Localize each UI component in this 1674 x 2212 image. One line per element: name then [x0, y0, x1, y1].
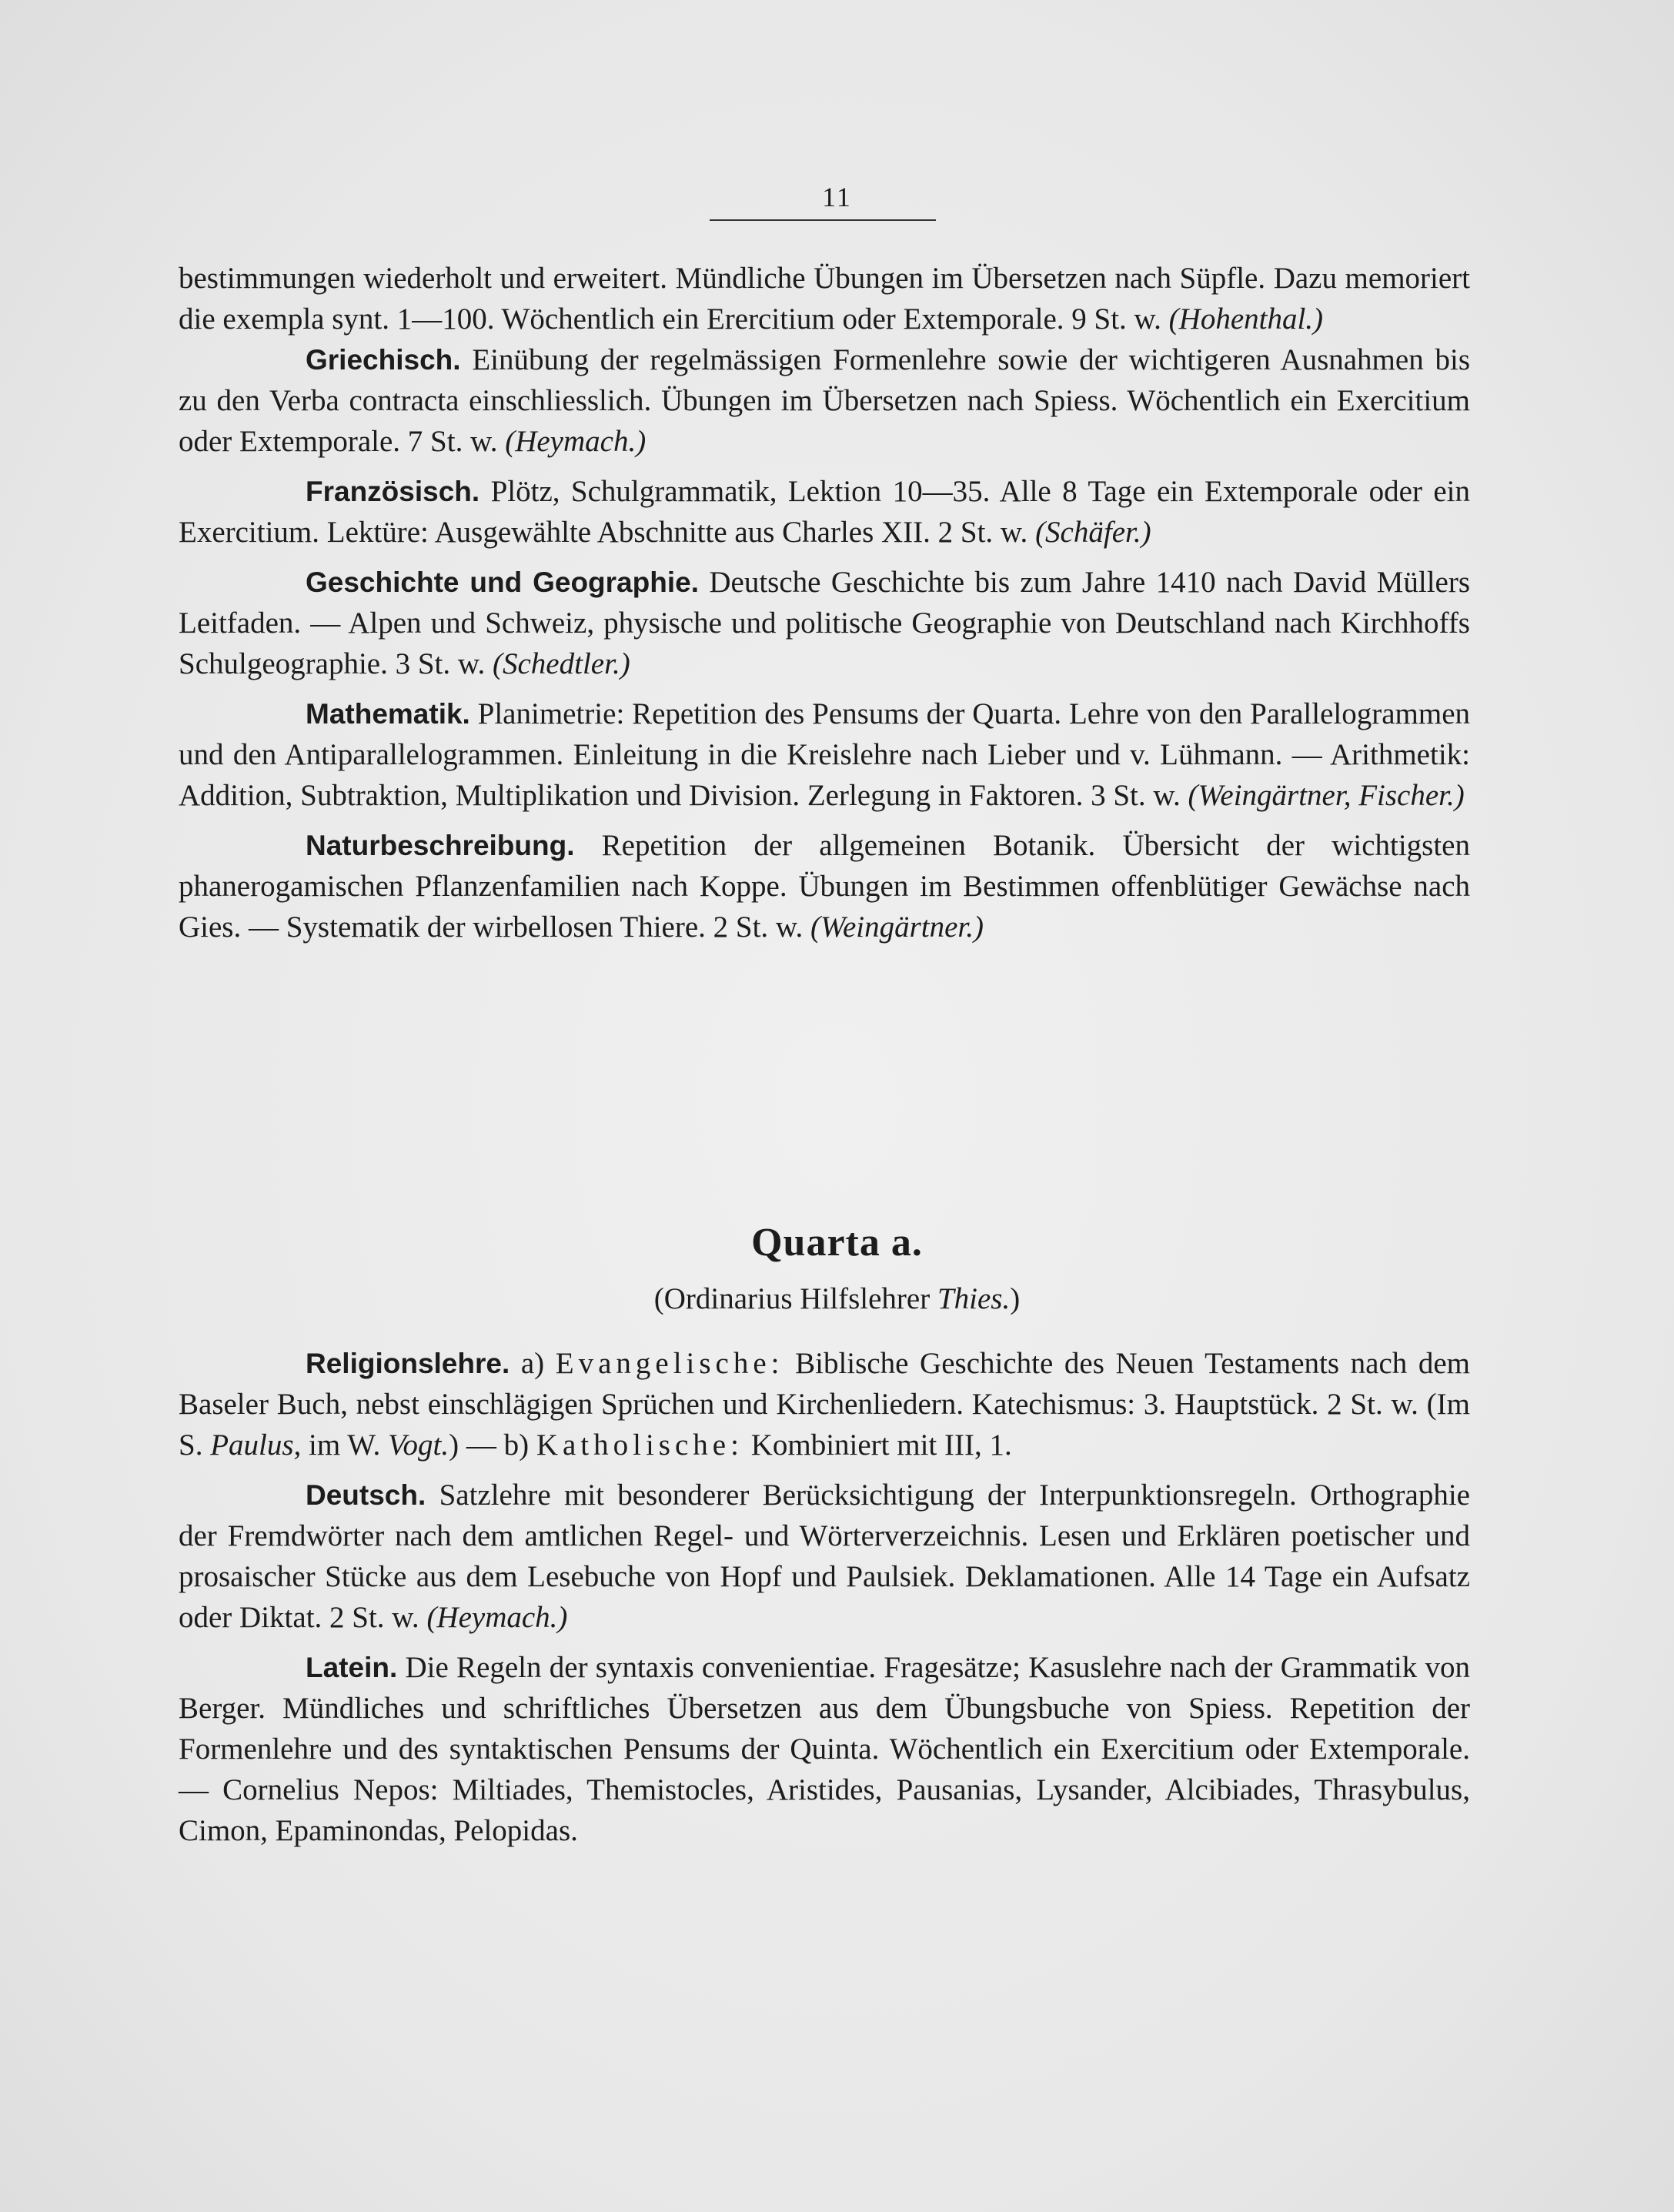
- teacher-weingaertner-fischer: (Weingärtner, Fischer.): [1188, 779, 1465, 812]
- subject-geschichte: Geschichte und Geographie.: [306, 566, 699, 598]
- page-number: 11: [822, 182, 852, 212]
- subject-latein: Latein.: [306, 1652, 398, 1683]
- religion-im-w: im W.: [309, 1428, 381, 1462]
- paragraph-naturbeschreibung: [179, 825, 1470, 947]
- paragraph-griechisch: [179, 339, 1470, 462]
- lower-text-block: [179, 1343, 1470, 1851]
- paragraph-geschichte: [179, 562, 1470, 684]
- subheading-prefix: (Ordinarius Hilfslehrer: [653, 1282, 931, 1315]
- naturbeschreibung-text: Repetition der allgemeinen Botanik. Übersicht der wichtigsten phanerogamischen Pflanzenfamilien nach Koppe. Übungen im Bestimmen offenblütiger Gewächse nach Gies. — Systematik der wirbellosen Thiere. 2 St. w.: [179, 829, 1470, 944]
- subject-griechisch: Griechisch.: [306, 344, 461, 376]
- section-heading: Quarta a.: [751, 1221, 923, 1265]
- subject-franzoesisch: Französisch.: [306, 476, 480, 507]
- paragraph-franzoesisch: [179, 471, 1470, 553]
- section-subheading: [0, 1281, 1674, 1316]
- religion-katholisch: Katholische:: [536, 1428, 743, 1462]
- griechisch-text: Einübung der regelmässigen Formenlehre sowie der wichtigeren Ausnahmen bis zu den Verba contracta einschliesslich. Übungen im Übersetzen nach Spiess. Wöchentlich ein Exercitium oder Extemporale. 7 St. w.: [179, 343, 1471, 458]
- paragraph-latin-continuation: [179, 258, 1470, 339]
- religion-text-3: Kombiniert mit III, 1.: [750, 1428, 1012, 1462]
- paragraph-religionslehre: [179, 1343, 1470, 1465]
- subheading-name: Thies.: [937, 1282, 1011, 1315]
- geschichte-text: Deutsche Geschichte bis zum Jahre 1410 nach David Müllers Leitfaden. — Alpen und Schweiz, physische und politische Geographie von Deutschland nach Kirchhoffs Schulgeographie. 3 St. w.: [179, 566, 1470, 680]
- teacher-schedtler: (Schedtler.): [493, 647, 630, 680]
- religion-text-2: ) — b): [449, 1428, 530, 1462]
- latein-text: Die Regeln der syntaxis convenientiae. Fragesätze; Kasuslehre nach der Grammatik von Berger. Mündliches und schriftliches Übersetzen aus dem Übungsbuche von Spiess. Repetition der Formenlehre und des syntaktischen Pensums der Quinta. Wöchentlich ein Exercitium oder Extemporale. — Cornelius Nepos: Miltiades, Themistocles, Aristides, Pausanias, Lysander, Alcibiades, Thrasybulus, Cimon, Epaminondas, Pelopidas.: [179, 1651, 1470, 1847]
- paragraph-mathematik: [179, 693, 1470, 816]
- page-number-rule: [710, 219, 936, 221]
- religion-paulus: Paulus,: [210, 1428, 302, 1462]
- religion-a: a): [520, 1347, 545, 1380]
- continuation-text: bestimmungen wiederholt und erweitert. Mündliche Übungen im Übersetzen nach Süpfle. Dazu memoriert die exempla synt. 1—100. Wöchentlich ein Erercitium oder Extemporale. 9 St. w.: [179, 262, 1470, 336]
- teacher-schaefer: (Schäfer.): [1035, 516, 1151, 549]
- paragraph-deutsch: [179, 1475, 1470, 1638]
- religion-text-1: Biblische Geschichte des Neuen Testaments nach dem Baseler Buch, nebst einschlägigen Sprüchen und Kirchenliedern. Katechismus: 3. Hauptstück. 2 St. w. (Im S.: [179, 1347, 1471, 1462]
- teacher-heymach: (Heymach.): [505, 425, 647, 458]
- subject-religionslehre: Religionslehre.: [306, 1348, 510, 1379]
- deutsch-text: Satzlehre mit besonderer Berücksichtigung der Interpunktionsregeln. Orthographie der Fremdwörter nach dem amtlichen Regel- und Wörterverzeichnis. Lesen und Erklären poetischer und prosaischer Stücke aus dem Lesebuche von Hopf und Paulsiek. Deklamationen. Alle 14 Tage ein Aufsatz oder Diktat. 2 St. w.: [179, 1479, 1470, 1634]
- subject-mathematik: Mathematik.: [306, 698, 470, 730]
- teacher-weingaertner: (Weingärtner.): [810, 911, 984, 944]
- religion-evangelisch: Evangelische:: [555, 1347, 784, 1380]
- paragraph-latein: [179, 1647, 1470, 1851]
- franzoesisch-text: Plötz, Schulgrammatik, Lektion 10—35. Alle 8 Tage ein Extemporale oder ein Exercitium. Lektüre: Ausgewählte Abschnitte aus Charles XII. 2 St. w.: [179, 475, 1470, 549]
- teacher-hohenthal: (Hohenthal.): [1168, 302, 1324, 336]
- mathematik-text: Planimetrie: Repetition des Pensums der Quarta. Lehre von den Parallelogrammen und den Antiparallelogrammen. Einleitung in die Kreislehre nach Lieber und v. Lühmann. — Arithmetik: Addition, Subtraktion, Multiplikation und Division. Zerlegung in Faktoren. 3 St. w.: [179, 697, 1470, 812]
- teacher-heymach-deutsch: (Heymach.): [426, 1601, 568, 1634]
- upper-text-block: [179, 258, 1470, 947]
- subheading-suffix: ): [1010, 1282, 1021, 1315]
- religion-vogt: Vogt.: [388, 1428, 449, 1462]
- subject-naturbeschreibung: Naturbeschreibung.: [306, 830, 575, 861]
- subject-deutsch: Deutsch.: [306, 1479, 426, 1511]
